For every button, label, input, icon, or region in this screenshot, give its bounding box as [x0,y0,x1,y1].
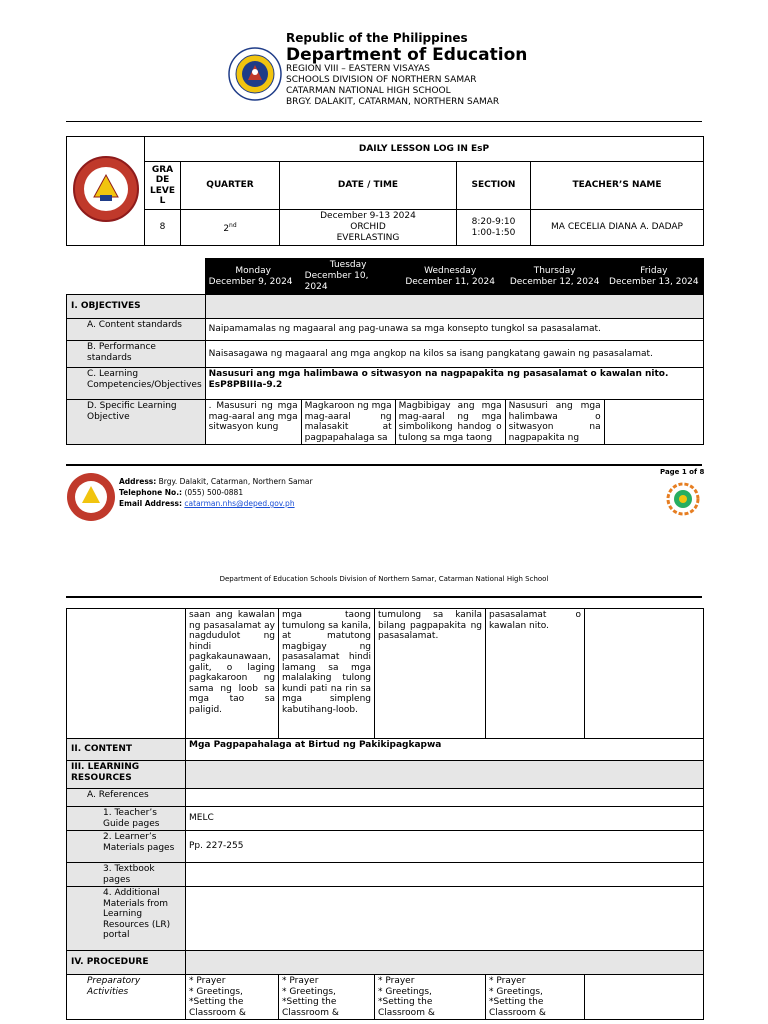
day-monday: Monday December 9, 2024 [205,259,301,295]
footer-divider [66,464,702,466]
references-label: A. References [67,789,186,807]
date-value: December 9-13 2024 ORCHID EVERLASTING [280,210,457,246]
grade-level-header: GRA DE LEVE L [145,162,181,210]
spec-tuesday: Magkaroon ng mga mag-aaral ng malasakit at pagpapahalaga sa [301,400,395,445]
teachers-guide-label: 1. Teacher’s Guide pages [67,807,186,831]
spec-thursday: Nasusuri ang mga halimbawa o sitwasyon na nagpapakita ng [505,400,604,445]
header-divider [66,121,702,122]
performance-standards: Naisasagawa ng magaaral ang mga angkop na kilos sa isang pangkatang gawain ng pasasalamat. [205,341,703,368]
content-value: Mga Pagpapahalaga at Birtud ng Pakikipagkapwa [186,739,704,761]
spec-cont-thursday: pasasalamat o kawalan nito. [486,609,585,739]
lesson-table-page2 [66,608,704,1020]
footer-phone: Telephone No.: (055) 500-0881 [119,488,244,497]
learners-materials-value: Pp. 227-255 [186,831,704,863]
teachers-guide-value: MELC [186,807,704,831]
day-tuesday: Tuesday December 10, 2024 [301,259,395,295]
additional-materials-label: 4. Additional Materials from Learning Resources (LR) portal [67,887,186,951]
textbook-label: 3. Textbook pages [67,863,186,887]
log-title: DAILY LESSON LOG IN EsP [145,137,704,162]
specific-objective-label: D. Specific Learning Objective [67,400,206,445]
division-line: SCHOOLS DIVISION OF NORTHERN SAMAR [286,75,477,85]
region-line: REGION VIII – EASTERN VISAYAS [286,64,430,74]
competencies: Nasusuri ang mga halimbawa o sitwasyon na nagpapakita ng pasasalamat o kawalan nito. EsP8PBIIIa-9.2 [205,368,703,400]
lesson-info-table [66,136,704,246]
school-logo-cell [67,137,145,246]
deped-seal [228,47,282,101]
content-heading: II. CONTENT [67,739,186,761]
page-number: Page 1 of 8 [660,468,705,476]
objectives-table [66,258,704,445]
grade-value: 8 [145,210,181,246]
competencies-label: C. Learning Competencies/Objectives [67,368,206,400]
prep-monday: * Prayer * Greetings, *Setting the Classroom & [186,975,279,1020]
footer-email: Email Address: catarman.nhs@deped.gov.ph [119,499,295,508]
content-standards: Naipamamalas ng magaaral ang pag-unawa sa mga konsepto tungkol sa pasasalamat. [205,319,703,341]
republic-title: Republic of the Philippines [286,31,468,45]
performance-standards-label: B. Performance standards [67,341,206,368]
learning-resources-heading: III. LEARNING RESOURCES [67,761,186,789]
date-time-header: DATE / TIME [280,162,457,210]
prep-tuesday: * Prayer * Greetings, *Setting the Classroom & [279,975,375,1020]
prep-wednesday: * Prayer * Greetings, *Setting the Classroom & [375,975,486,1020]
quarter-value: 2nd [181,210,280,246]
content-standards-label: A. Content standards [67,319,206,341]
learners-materials-label: 2. Learner’s Materials pages [67,831,186,863]
spec-cont-wednesday: tumulong sa kanila bilang pagpapakita ng pasasalamat. [375,609,486,739]
address-line: BRGY. DALAKIT, CATARMAN, NORTHERN SAMAR [286,97,500,107]
page2-divider [66,596,702,598]
section-header: SECTION [457,162,531,210]
preparatory-label: Preparatory Activities [67,975,186,1020]
quarter-header: QUARTER [181,162,280,210]
spec-cont-tuesday: mga taong tumulong sa kanila, at matutong magbigay ng pasasalamat hindi lamang sa mga malalaking tulong kundi pati na rin sa mga simpleng kabutihang-loob. [279,609,375,739]
prep-thursday: * Prayer * Greetings, *Setting the Classroom & [486,975,585,1020]
objectives-heading: I. OBJECTIVES [67,295,206,319]
procedure-heading: IV. PROCEDURE [67,951,186,975]
matatag-logo [666,482,700,516]
spec-wednesday: Magbibigay ang mga mag-aaral ng mga simbolikong handog o tulong sa mga taong [395,400,505,445]
teacher-value: MA CECELIA DIANA A. DADAP [531,210,704,246]
spec-cont-monday: saan ang kawalan ng pasasalamat ay nagdudulot ng hindi pagkakaunawaan, galit, o laging pagkakaroon ng sama ng loob sa mga tao sa paligid. [186,609,279,739]
footer-address: Address: Brgy. Dalakit, Catarman, Northern Samar [119,477,313,486]
time-value: 8:20-9:10 1:00-1:50 [457,210,531,246]
teacher-name-header: TEACHER’S NAME [531,162,704,210]
spec-monday: . Masusuri ng mga mag-aaral ang mga sitwasyon kung [205,400,301,445]
department-title: Department of Education [286,45,528,65]
day-wednesday: Wednesday December 11, 2024 [395,259,505,295]
school-line: CATARMAN NATIONAL HIGH SCHOOL [286,86,451,96]
footer-school-logo [66,472,116,522]
day-thursday: Thursday December 12, 2024 [505,259,604,295]
page2-header: Department of Education Schools Division of Northern Samar, Catarman National High School [219,575,549,583]
email-link[interactable]: catarman.nhs@deped.gov.ph [184,499,295,508]
school-logo [72,155,140,223]
day-friday: Friday December 13, 2024 [604,259,703,295]
